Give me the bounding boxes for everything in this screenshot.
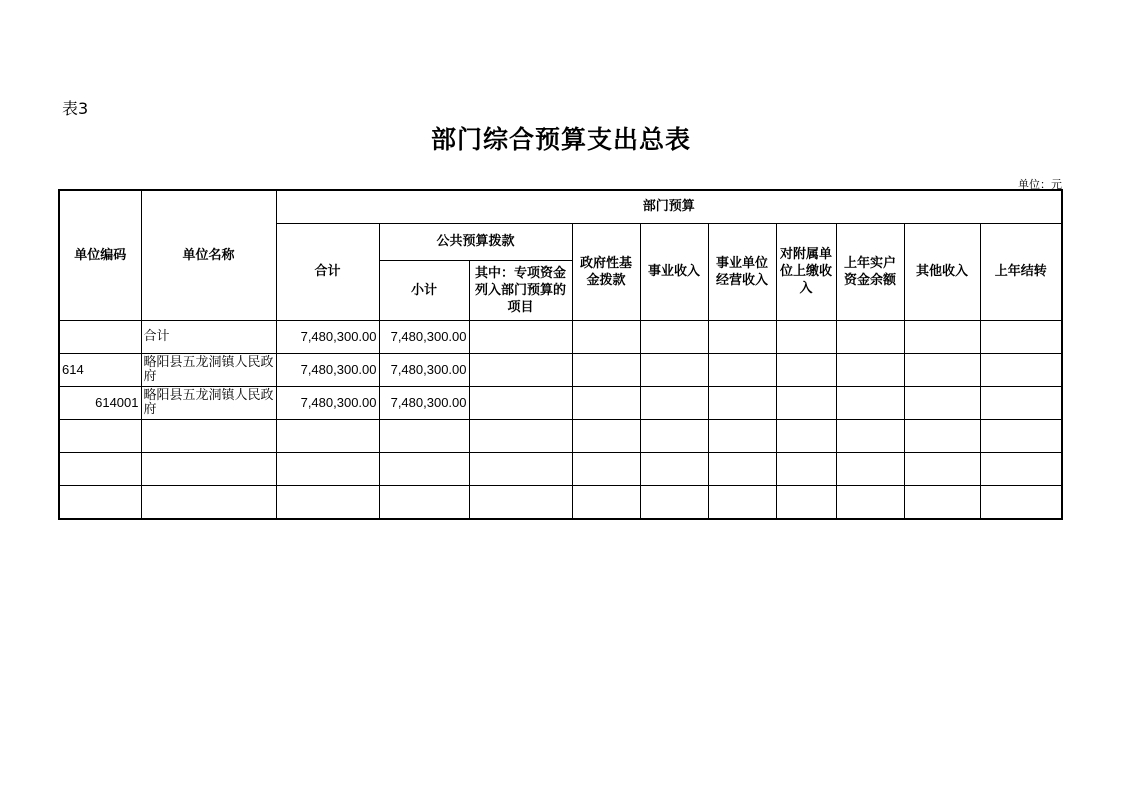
cell-name: 略阳县五龙洞镇人民政府 xyxy=(141,353,276,386)
table-row xyxy=(59,386,1062,419)
header-dept-budget: 部门预算 xyxy=(276,190,1062,223)
cell-name: 略阳县五龙洞镇人民政府 xyxy=(141,386,276,419)
cell-code: 614 xyxy=(59,353,141,386)
header-unit-code: 单位编码 xyxy=(59,190,141,320)
header-subtotal: 小计 xyxy=(379,260,469,320)
header-unit-name: 单位名称 xyxy=(141,190,276,320)
header-total: 合计 xyxy=(276,223,379,320)
cell-total: 7,480,300.00 xyxy=(276,386,379,419)
page-title: 部门综合预算支出总表 xyxy=(430,125,691,154)
header-other-income: 其他收入 xyxy=(904,223,980,320)
header-prior-balance: 上年实户资金余额 xyxy=(836,223,904,320)
header-gov-fund: 政府性基金拨款 xyxy=(572,223,640,320)
table-row xyxy=(59,353,1062,386)
cell-code xyxy=(59,320,141,353)
header-business-income: 事业收入 xyxy=(640,223,708,320)
table-row xyxy=(59,320,1062,353)
table-row-empty xyxy=(59,452,1062,485)
cell-total: 7,480,300.00 xyxy=(276,320,379,353)
cell-subtotal: 7,480,300.00 xyxy=(379,386,469,419)
cell-name: 合计 xyxy=(141,320,276,353)
table-number: 表3 xyxy=(62,99,89,118)
cell-code: 614001 xyxy=(59,386,141,419)
table-row-empty xyxy=(59,419,1062,452)
header-operating-income: 事业单位经营收入 xyxy=(708,223,776,320)
table-row-empty xyxy=(59,485,1062,519)
header-special-funds: 其中：专项资金列入部门预算的项目 xyxy=(469,260,572,320)
header-prior-carryover: 上年结转 xyxy=(980,223,1062,320)
header-subordinate-income: 对附属单位上缴收入 xyxy=(776,223,836,320)
unit-label: 单位：元 xyxy=(1018,178,1062,191)
cell-subtotal: 7,480,300.00 xyxy=(379,320,469,353)
cell-total: 7,480,300.00 xyxy=(276,353,379,386)
header-public-budget: 公共预算拨款 xyxy=(379,223,572,260)
budget-table xyxy=(58,189,1063,520)
cell-subtotal: 7,480,300.00 xyxy=(379,353,469,386)
